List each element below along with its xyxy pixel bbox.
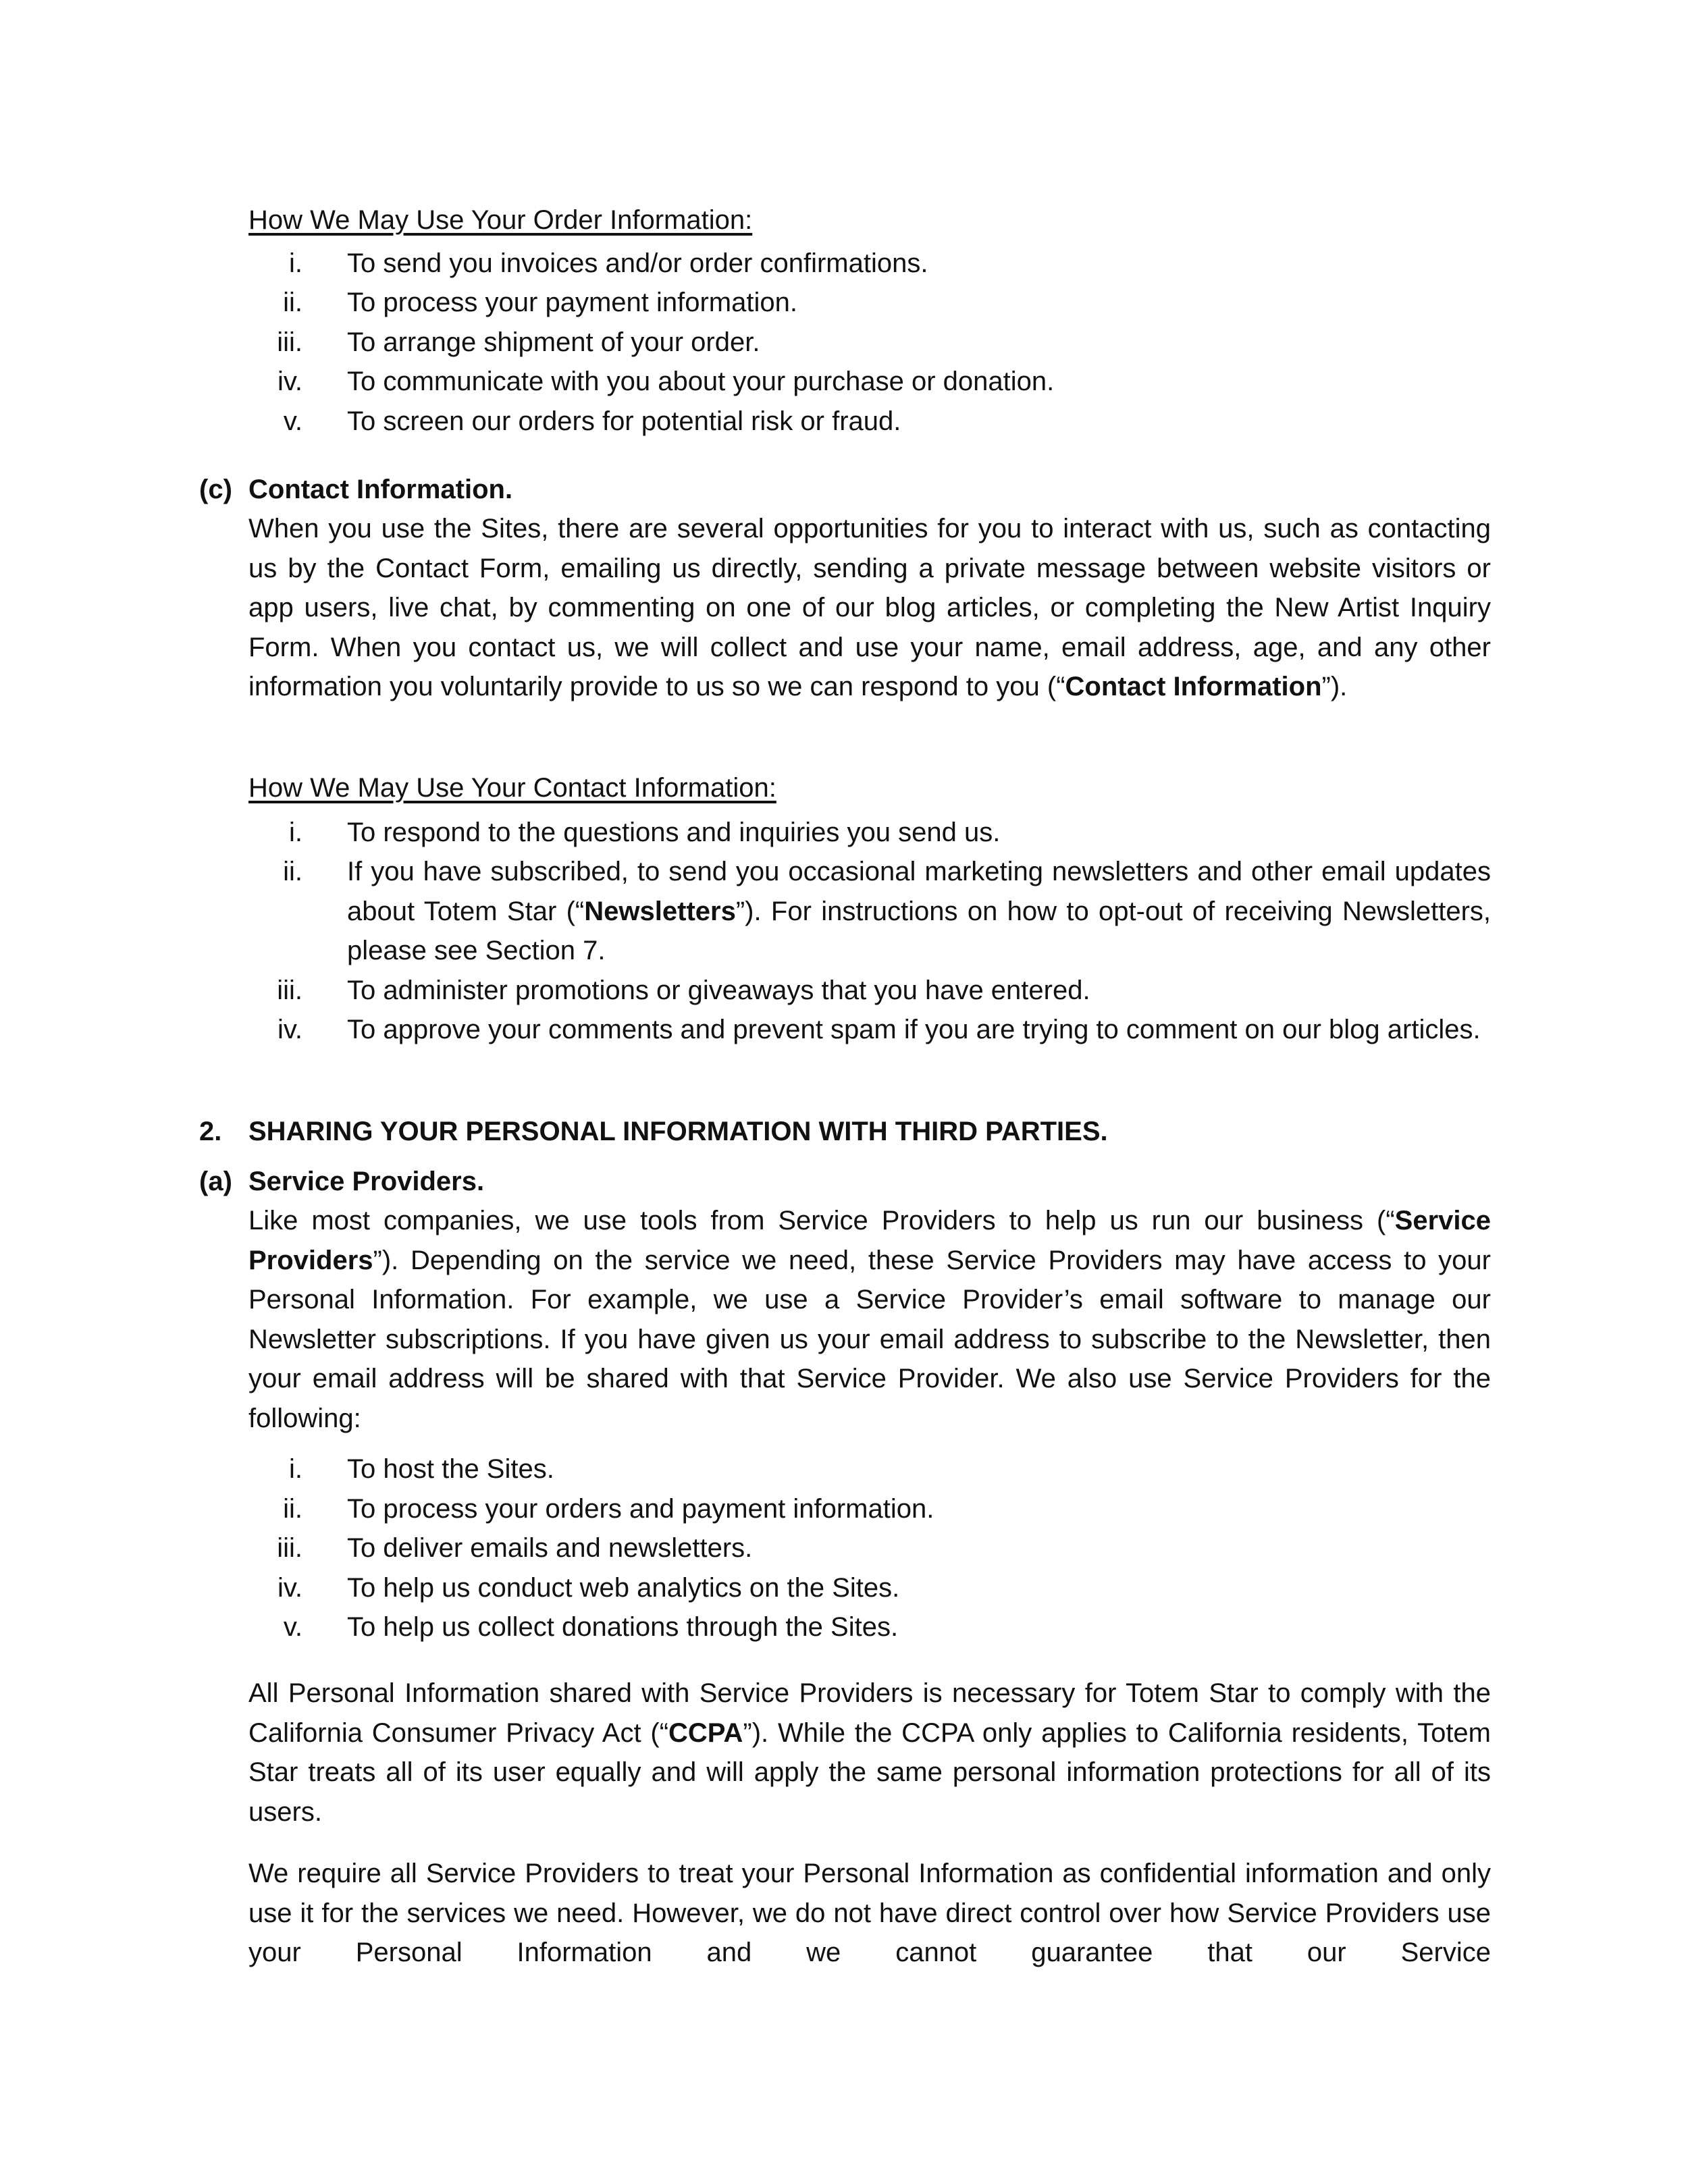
- confidentiality-paragraph: We require all Service Providers to treat your Personal Information as confidential information and only use it for the services we need. However, we do not have direct control over how Service Providers use your Personal Information and we cannot guarantee that our Service: [248, 1859, 1491, 1967]
- list-item: [248, 1449, 1491, 1489]
- contact-use-heading: How We May Use Your Contact Information:: [248, 773, 776, 803]
- list-text: To deliver emails and newsletters.: [347, 1533, 753, 1563]
- list-text: To communicate with you about your purchase or donation.: [347, 367, 1055, 396]
- contact-heading: Contact Information.: [248, 475, 513, 504]
- list-text: To screen our orders for potential risk or fraud.: [347, 406, 901, 436]
- list-number: i.: [289, 817, 302, 847]
- list-number: v.: [283, 406, 302, 436]
- list-text: To process your payment information.: [347, 288, 797, 317]
- list-number: iii.: [277, 1533, 302, 1563]
- text: ”).: [1321, 672, 1348, 701]
- list-text: To help us conduct web analytics on the Sites.: [347, 1572, 900, 1603]
- list-number: iii.: [277, 327, 302, 357]
- text: Like most companies, we use tools from Service Providers to help us run our business (“: [248, 1206, 1395, 1235]
- section-number-2: 2.: [199, 1117, 222, 1146]
- contact-use-section: [248, 768, 1491, 1050]
- list-text: If you have subscribed, to send you occasional marketing newsletters and other email updates about Totem Star (“: [347, 857, 1491, 926]
- service-providers-list: [248, 1449, 1491, 1647]
- list-text: To arrange shipment of your order.: [347, 327, 760, 357]
- list-item: [248, 1568, 1491, 1608]
- list-text: To send you invoices and/or order confirmations.: [347, 248, 928, 278]
- list-number: i.: [289, 1454, 302, 1484]
- contact-paragraph: [248, 509, 1491, 707]
- order-use-section: [248, 201, 1491, 441]
- list-text: To approve your comments and prevent spam if you are trying to comment on our blog articles.: [347, 1015, 1481, 1044]
- defined-term: CCPA: [668, 1717, 743, 1748]
- list-item: [248, 852, 1491, 971]
- text: ”). While the CCPA only applies to California residents, Totem Star treats all of its user equally and will apply the same personal information protections for all of its users.: [248, 1717, 1491, 1827]
- text: ”). Depending on the service we need, these Service Providers may have access to your Personal Information. For example, we use a Service Provider’s email software to manage our Newsletter subscriptions. If you have given us your email address to subscribe to the Newsletter, then your email address will be shared with that Service Provider. We also use Service Providers for the following:: [248, 1245, 1491, 1433]
- list-number: iv.: [277, 1015, 302, 1044]
- list-item: [248, 323, 1491, 363]
- list-number: iv.: [277, 1572, 302, 1603]
- list-item: [248, 1489, 1491, 1529]
- service-providers-paragraph: [248, 1201, 1491, 1438]
- section-label-a: (a): [199, 1167, 232, 1196]
- list-item: [248, 1010, 1491, 1050]
- list-number: ii.: [283, 1493, 302, 1524]
- list-text: To help us collect donations through the Sites.: [347, 1612, 899, 1642]
- defined-term: Contact Information: [1065, 672, 1322, 701]
- list-number: ii.: [283, 857, 302, 886]
- list-text: To respond to the questions and inquiries you send us.: [347, 817, 1001, 847]
- list-text: To process your orders and payment information.: [347, 1493, 934, 1524]
- list-number: v.: [283, 1612, 302, 1642]
- list-item: [248, 971, 1491, 1011]
- list-number: iv.: [277, 367, 302, 396]
- list-item: [248, 362, 1491, 402]
- section-label-c: (c): [199, 475, 232, 504]
- text: When you use the Sites, there are several opportunities for you to interact with us, such as contacting us by the Contact Form, emailing us directly, sending a private message between website visitors or app users, live chat, by commenting on one of our blog articles, or completing the New Artist Inquiry Form. When you contact us, we will collect and use your name, email address, age, and any other information you voluntarily provide to us so we can respond to you (“: [248, 514, 1491, 701]
- list-text: To administer promotions or giveaways that you have entered.: [347, 975, 1090, 1005]
- list-item: [248, 1607, 1491, 1647]
- list-number: iii.: [277, 975, 302, 1005]
- list-text: To host the Sites.: [347, 1454, 554, 1484]
- list-item: [248, 813, 1491, 853]
- list-text: ”). For instructions on how to opt-out of receiving Newsletters, please see Section 7.: [347, 896, 1492, 965]
- section-2-heading: SHARING YOUR PERSONAL INFORMATION WITH THIRD PARTIES.: [248, 1117, 1108, 1146]
- list-item: [248, 244, 1491, 284]
- service-providers-heading: Service Providers.: [248, 1167, 485, 1196]
- text: All Personal Information shared with Service Providers is necessary for Totem Star to comply with the California Consumer Privacy Act (“: [248, 1678, 1491, 1748]
- list-number: i.: [289, 248, 302, 278]
- list-item: [248, 402, 1491, 442]
- list-item: [248, 283, 1491, 323]
- order-use-heading: How We May Use Your Order Information:: [248, 205, 753, 235]
- list-number: ii.: [283, 288, 302, 317]
- defined-term: Service Providers: [248, 1206, 1491, 1275]
- list-item: [248, 1528, 1491, 1568]
- defined-term: Newsletters: [584, 896, 736, 926]
- ccpa-paragraph: [248, 1674, 1491, 1832]
